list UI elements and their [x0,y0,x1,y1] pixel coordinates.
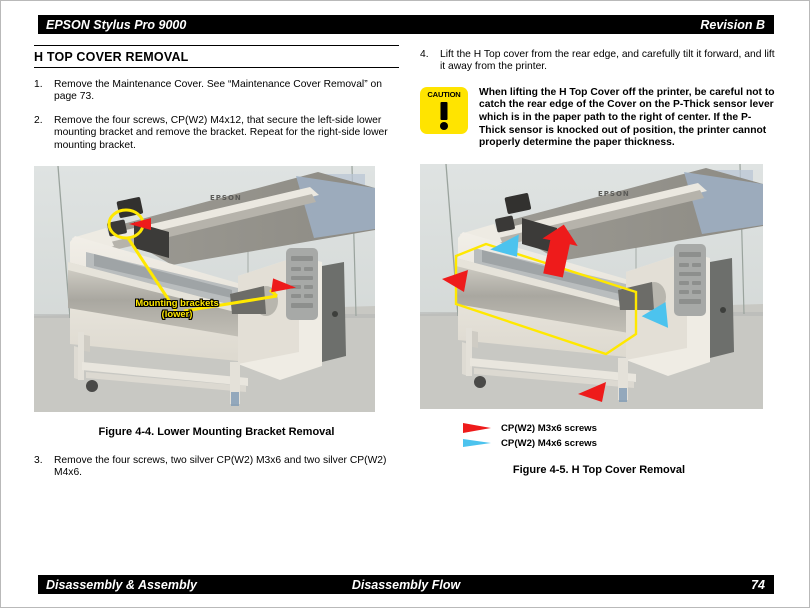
left-column [34,45,399,480]
figure-legend [420,421,778,451]
legend-label: CP(W2) M4x6 screws [501,437,597,449]
caution-icon [420,87,468,134]
legend-item [463,436,778,451]
callout-overlay [34,166,375,412]
printer-photo-scene [34,166,375,412]
blue-arrow-icon [463,437,493,449]
step-text: Remove the Maintenance Cover. See “Maintenance Cover Removal” on page 73. [54,79,382,103]
callout-label-line2: (lower) [161,307,193,319]
step-item [420,49,778,74]
step-number: 1. [34,79,43,90]
red-arrow-icon [463,422,493,434]
footer-section-title: Disassembly Flow [351,577,461,592]
printer-photo-scene [420,164,763,409]
legend-item [463,421,778,436]
step-item [34,455,399,480]
callout-label-line1: Mounting brackets [135,297,219,309]
step-text: Lift the H Top cover from the rear edge, and carefully tilt it forward, and lift it away from the printer. [440,49,775,73]
legend-label: CP(W2) M3x6 screws [501,422,597,434]
cover-outline-overlay [420,164,763,409]
step-number: 4. [420,49,429,60]
page-header-bar [38,15,774,34]
caution-block [420,87,778,150]
exclamation-bar-icon [441,102,448,120]
step-number: 3. [34,455,43,467]
section-top-rule [34,45,399,46]
caution-label: CAUTION [427,89,461,99]
header-product-title: EPSON Stylus Pro 9000 [46,17,187,32]
step-item [34,79,399,104]
step-item [34,115,399,152]
figure-4-4-caption: Figure 4-4. Lower Mounting Bracket Removal [98,426,335,439]
caution-text: When lifting the H Top Cover off the printer, be careful not to catch the rear edge of the Cover on the P-Thick sensor lever which is in the paper path to the right of center. If the P-Thick sensor is knocked out of position, the printer cannot properly determine the paper thickness. [479,86,775,149]
header-revision: Revision B [700,17,765,32]
printer-logo-text: EPSON [598,189,630,198]
step-text: Remove the four screws, CP(W2) M4x12, that secure the left-side lower mounting bracket and remove the bracket. Repeat for the right-side lower mounting bracket. [54,114,388,151]
figure-4-4-photo [34,166,375,412]
footer-page-number: 74 [751,577,765,592]
right-column [420,45,778,476]
callout-label [122,298,232,319]
figure-4-5-photo [420,164,763,409]
exclamation-dot-icon [440,122,448,130]
step-number: 2. [34,114,43,126]
footer-chapter-title: Disassembly & Assembly [46,577,198,592]
printer-logo-text: EPSON [210,194,242,203]
step-text: Remove the four screws, two silver CP(W2) M3x6 and two silver CP(W2) M4x6. [54,455,387,479]
section-heading: H TOP COVER REMOVAL [34,50,399,68]
figure-4-5-caption: Figure 4-5. H Top Cover Removal [512,463,686,476]
page-footer-bar [38,575,774,594]
